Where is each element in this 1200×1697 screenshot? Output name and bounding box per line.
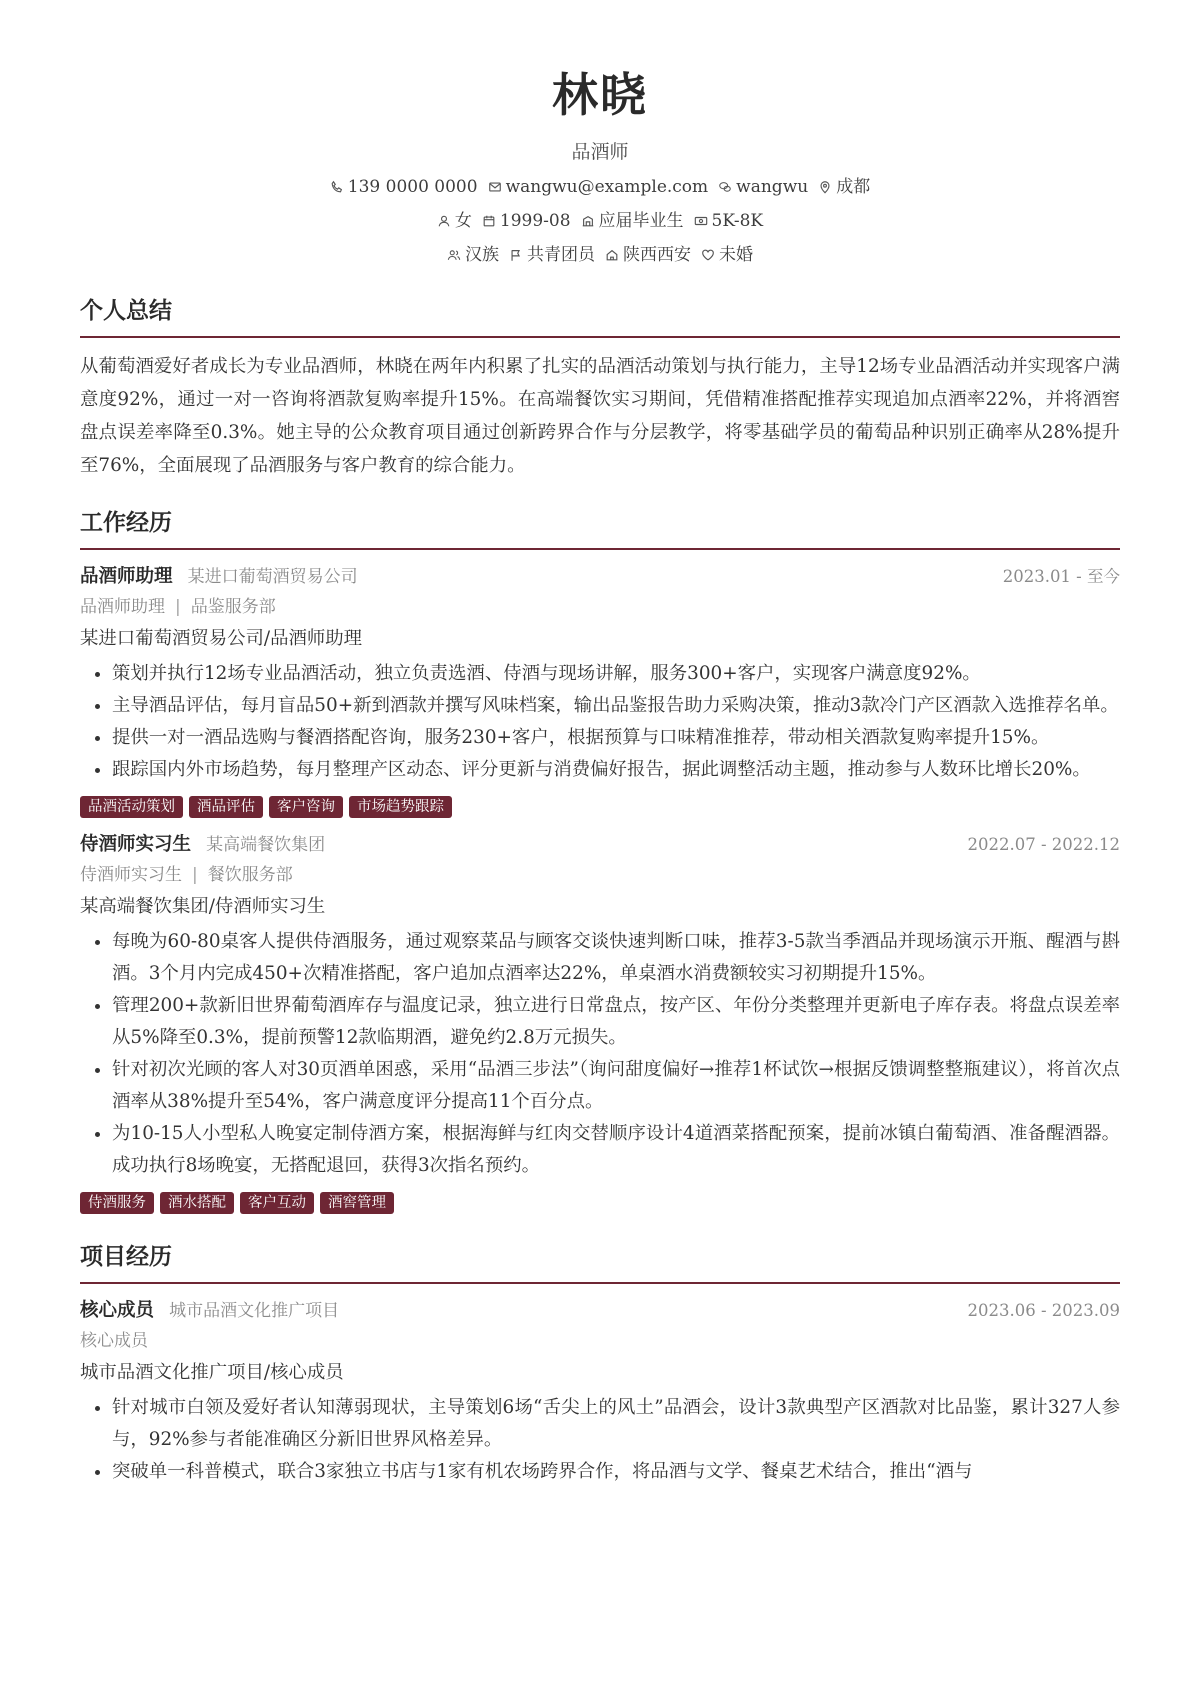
marital-text: 未婚 xyxy=(719,245,753,265)
location-icon xyxy=(818,180,832,194)
list-item: • 突破单一科普模式，联合3家独立书店与1家有机农场跨界合作，将品酒与文学、餐桌艺术结合，推出“酒与 xyxy=(112,1456,1120,1488)
entry-bullets xyxy=(80,658,1120,786)
summary-section xyxy=(80,294,1120,482)
personal-political xyxy=(509,242,595,268)
location-text: 成都 xyxy=(836,177,871,197)
phone-text: 139 0000 0000 xyxy=(347,177,478,197)
entry-subline xyxy=(80,1328,1120,1354)
contact-email[interactable] xyxy=(488,174,709,200)
entry-date: 2022.07 - 2022.12 xyxy=(967,835,1120,854)
school-icon xyxy=(581,214,595,228)
contact-phone[interactable] xyxy=(330,174,478,200)
list-item: • 跟踪国内外市场趋势，每月整理产区动态、评分更新与消费偏好报告，据此调整活动主题，推动参与人数环比增长20%。 xyxy=(112,754,1120,786)
heart-icon xyxy=(701,248,715,262)
projects-section xyxy=(80,1240,1120,1488)
entry-header xyxy=(80,1296,1120,1322)
entry-position: 侍酒师实习生 xyxy=(80,865,182,885)
entry-department: 品鉴服务部 xyxy=(190,597,276,617)
ethnicity-text: 汉族 xyxy=(465,245,499,265)
entry-position: 核心成员 xyxy=(80,1331,148,1351)
entry-position: 品酒师助理 xyxy=(80,597,165,617)
salary-text: 5K-8K xyxy=(711,211,764,231)
entry-date: 2023.06 - 2023.09 xyxy=(967,1301,1120,1320)
entry-role: 品酒师助理 xyxy=(80,566,173,587)
calendar-icon xyxy=(482,214,496,228)
entry-separator: | xyxy=(192,865,198,885)
entry-org-position: 城市品酒文化推广项目/核心成员 xyxy=(80,1362,344,1383)
contact-row xyxy=(0,174,1200,200)
list-item: • 每晚为60-80桌客人提供侍酒服务，通过观察菜品与顾客交谈快速判断口味，推荐3-5款当季酒品并现场演示开瓶、醒酒与斟酒。3个月内完成450+次精准搭配，客户追加点酒率达22%，单桌酒水消费额较实习初期提升15%。 xyxy=(112,926,1120,990)
entry-subline xyxy=(80,862,1120,888)
work-heading: 工作经历 xyxy=(80,506,1120,550)
entry-org-position: 某进口葡萄酒贸易公司/品酒师助理 xyxy=(80,628,363,649)
entry-project-name: 城市品酒文化推广项目 xyxy=(169,1301,340,1321)
entry-org-position: 某高端餐饮集团/侍酒师实习生 xyxy=(80,896,326,917)
personal-ethnicity xyxy=(447,242,499,268)
personal-hometown xyxy=(605,242,691,268)
list-item: • 主导酒品评估，每月盲品50+新到酒款并撰写风味档案，输出品鉴报告助力采购决策，推动3款冷门产区酒款入选推荐名单。 xyxy=(112,690,1120,722)
skill-tags xyxy=(80,796,1120,818)
contact-location xyxy=(818,174,870,200)
political-text: 共青团员 xyxy=(527,245,595,265)
basic-salary xyxy=(694,208,764,234)
list-item: • 针对城市白领及爱好者认知薄弱现状，主导策划6场“舌尖上的风土”品酒会，设计3款典型产区酒款对比品鉴，累计327人参与，92%参与者能准确区分新旧世界风格差异。 xyxy=(112,1392,1120,1456)
entry-company: 某高端餐饮集团 xyxy=(206,835,326,855)
work-section xyxy=(80,506,1120,1214)
skill-tag: 品酒活动策划 xyxy=(80,796,183,818)
personal-info-row xyxy=(0,242,1200,268)
wechat-icon xyxy=(718,180,732,194)
status-text: 应届毕业生 xyxy=(598,211,684,231)
entry-company: 某进口葡萄酒贸易公司 xyxy=(187,567,358,587)
list-item: • 策划并执行12场专业品酒活动，独立负责选酒、侍酒与现场讲解，服务300+客户，实现客户满意度92%。 xyxy=(112,658,1120,690)
basic-birth xyxy=(482,208,571,234)
entry-bullets xyxy=(80,926,1120,1182)
skill-tag: 市场趋势跟踪 xyxy=(349,796,452,818)
project-entry xyxy=(80,1296,1120,1488)
wechat-text: wangwu xyxy=(736,177,809,197)
entry-header xyxy=(80,830,1120,856)
basic-info-row xyxy=(0,208,1200,234)
flag-icon xyxy=(509,248,523,262)
list-item: • 提供一对一酒品选购与餐酒搭配咨询，服务230+客户，根据预算与口味精准推荐，带动相关酒款复购率提升15%。 xyxy=(112,722,1120,754)
phone-icon xyxy=(330,180,344,194)
candidate-name: 林晓 xyxy=(552,68,648,122)
skill-tag: 酒窖管理 xyxy=(320,1192,394,1214)
work-entry xyxy=(80,830,1120,1214)
skill-tag: 客户互动 xyxy=(240,1192,314,1214)
entry-subline xyxy=(80,594,1120,620)
skill-tag: 客户咨询 xyxy=(269,796,343,818)
entry-role: 侍酒师实习生 xyxy=(80,834,192,855)
summary-text: 从葡萄酒爱好者成长为专业品酒师，林晓在两年内积累了扎实的品酒活动策划与执行能力，主导12场专业品酒活动并实现客户满意度92%，通过一对一咨询将酒款复购率提升15%。在高端餐饮实习期间，凭借精准搭配推荐实现追加点酒率22%，并将酒窖盘点误差率降至0.3%。她主导的公众教育项目通过创新跨界合作与分层教学，将零基础学员的葡萄品种识别正确率从28%提升至76%，全面展现了品酒服务与客户教育的综合能力。 xyxy=(80,356,1120,476)
entry-separator: | xyxy=(175,597,181,617)
personal-marital xyxy=(701,242,753,268)
home-icon xyxy=(605,248,619,262)
salary-icon xyxy=(694,214,708,228)
projects-heading: 项目经历 xyxy=(80,1240,1120,1284)
list-item: • 为10-15人小型私人晚宴定制侍酒方案，根据海鲜与红肉交替顺序设计4道酒菜搭配预案，提前冰镇白葡萄酒、准备醒酒器。成功执行8场晚宴，无搭配退回，获得3次指名预约。 xyxy=(112,1118,1120,1182)
work-entry xyxy=(80,562,1120,818)
entry-role: 核心成员 xyxy=(80,1300,155,1321)
basic-status xyxy=(581,208,684,234)
entry-header xyxy=(80,562,1120,588)
basic-gender xyxy=(437,208,472,234)
gender-text: 女 xyxy=(454,211,472,231)
skill-tags xyxy=(80,1192,1120,1214)
summary-heading: 个人总结 xyxy=(80,294,1120,338)
entry-bullets xyxy=(80,1392,1120,1488)
people-icon xyxy=(447,248,461,262)
skill-tag: 酒品评估 xyxy=(189,796,263,818)
contact-wechat[interactable] xyxy=(718,174,808,200)
skill-tag: 酒水搭配 xyxy=(160,1192,234,1214)
skill-tag: 侍酒服务 xyxy=(80,1192,154,1214)
entry-department: 餐饮服务部 xyxy=(207,865,293,885)
list-item: • 管理200+款新旧世界葡萄酒库存与温度记录，独立进行日常盘点，按产区、年份分类整理并更新电子库存表。将盘点误差率从5%降至0.3%，提前预警12款临期酒，避免约2.8万元损失。 xyxy=(112,990,1120,1054)
entry-date: 2023.01 - 至今 xyxy=(1002,567,1120,586)
mail-icon xyxy=(488,180,502,194)
birth-text: 1999-08 xyxy=(499,211,571,231)
list-item: • 针对初次光顾的客人对30页酒单困惑，采用“品酒三步法”（询问甜度偏好→推荐1杯试饮→根据反馈调整整瓶建议），将首次点酒率从38%提升至54%，客户满意度评分提高11个百分点。 xyxy=(112,1054,1120,1118)
hometown-text: 陕西西安 xyxy=(623,245,691,265)
email-text: wangwu@example.com xyxy=(505,177,709,197)
job-title: 品酒师 xyxy=(571,141,629,163)
user-icon xyxy=(437,214,451,228)
